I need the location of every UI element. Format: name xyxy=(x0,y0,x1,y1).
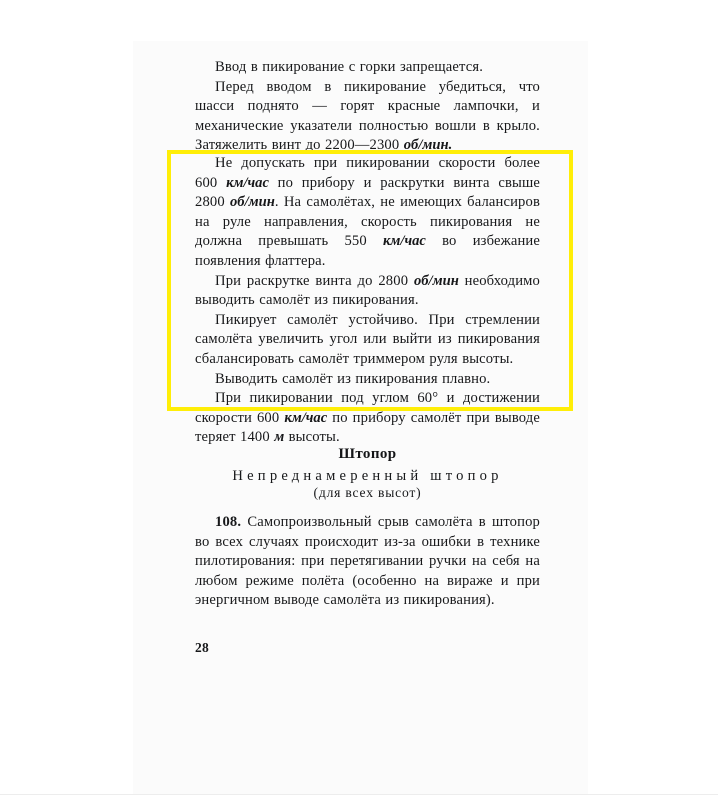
highlighted-paragraph-5 xyxy=(195,389,540,448)
subsection-heading-unintentional-spin: Непреднамеренный штопор xyxy=(232,467,503,484)
unit-italic-1-2: км/час xyxy=(226,174,269,191)
page-number-folio: 28 xyxy=(195,639,210,655)
text-run-2-3: необходимо выводить самолёт из пикирования. xyxy=(195,272,540,309)
paragraph-before-dive-entry-text: Перед вводом в пикирование убедиться, что шасси поднято — горят красные лампочки, и механические указатели полностью вошли в крыло. Затяжелить винт до 2200—2300 xyxy=(195,78,540,154)
item-108-text: Самопроизвольный срыв самолёта в штопор во всех случаях происходит из-за ошибки в технике пилотирования: при перетягивании ручки на себя на любом режиме полёта (особенно на вираже и при энергичном выводе самолёта из пикирования). xyxy=(195,513,540,609)
spacer-before-folio xyxy=(195,611,540,628)
text-run-2-1: При раскрутке винта до 2800 xyxy=(215,272,414,289)
highlighted-paragraph-3 xyxy=(195,311,540,370)
text-run-5-1: При пикировании под углом 60° и достижении скорости 600 xyxy=(195,390,540,426)
text-run-1-5: . На самолётах, не имеющих балансиров на руле направления, скорость пикирования не должна превышать 550 xyxy=(195,194,540,250)
paragraph-before-dive-entry xyxy=(195,78,540,156)
highlighted-text-block xyxy=(171,154,569,448)
unit-italic-5-2: км/час xyxy=(284,409,328,426)
text-run-1-1: Не допускать при пикировании скорости более 600 xyxy=(195,155,540,191)
highlighted-paragraph-4 xyxy=(195,370,540,390)
unit-rpm-abbr-1: об/мин. xyxy=(403,137,453,154)
text-run-1-3: по прибору и раскрутки винта свыше 2800 xyxy=(195,174,540,211)
paragraph-dive-entry-prohibited: Ввод в пикирование с горки запрещается. xyxy=(215,59,484,75)
unit-italic-5-4: м xyxy=(274,429,285,446)
highlighted-paragraph-1 xyxy=(195,154,540,272)
text-run-1-7: во избежание появления флаттера. xyxy=(195,233,540,269)
unit-italic-1-6: км/час xyxy=(383,233,426,250)
scanned-page-sheet xyxy=(133,41,588,795)
item-number-108: 108. xyxy=(215,513,242,530)
unit-italic-2-2: об/мин xyxy=(413,272,459,289)
subsection-note-all-altitudes: (для всех высот) xyxy=(313,484,422,500)
highlighted-paragraph-2 xyxy=(195,272,540,311)
scan-bottom-edge-line xyxy=(0,794,718,795)
text-run-4-1: Выводить самолёт из пикирования плавно. xyxy=(215,370,491,387)
text-run-3-1: Пикирует самолёт устойчиво. При стремлении самолёта увеличить угол или выйти из пикирования сбалансировать самолёт триммером руля высоты. xyxy=(195,311,540,367)
text-run-5-5: высоты. xyxy=(284,429,340,446)
paragraph-item-108 xyxy=(195,513,540,611)
text-run-5-3: по прибору самолёт при выводе теряет 1400 xyxy=(195,409,540,446)
unit-italic-1-4: об/мин xyxy=(230,194,275,211)
section-heading-shtopor: Штопор xyxy=(338,445,397,462)
spacer-before-item-108 xyxy=(195,501,540,513)
spacer-before-folio-2 xyxy=(195,628,540,640)
